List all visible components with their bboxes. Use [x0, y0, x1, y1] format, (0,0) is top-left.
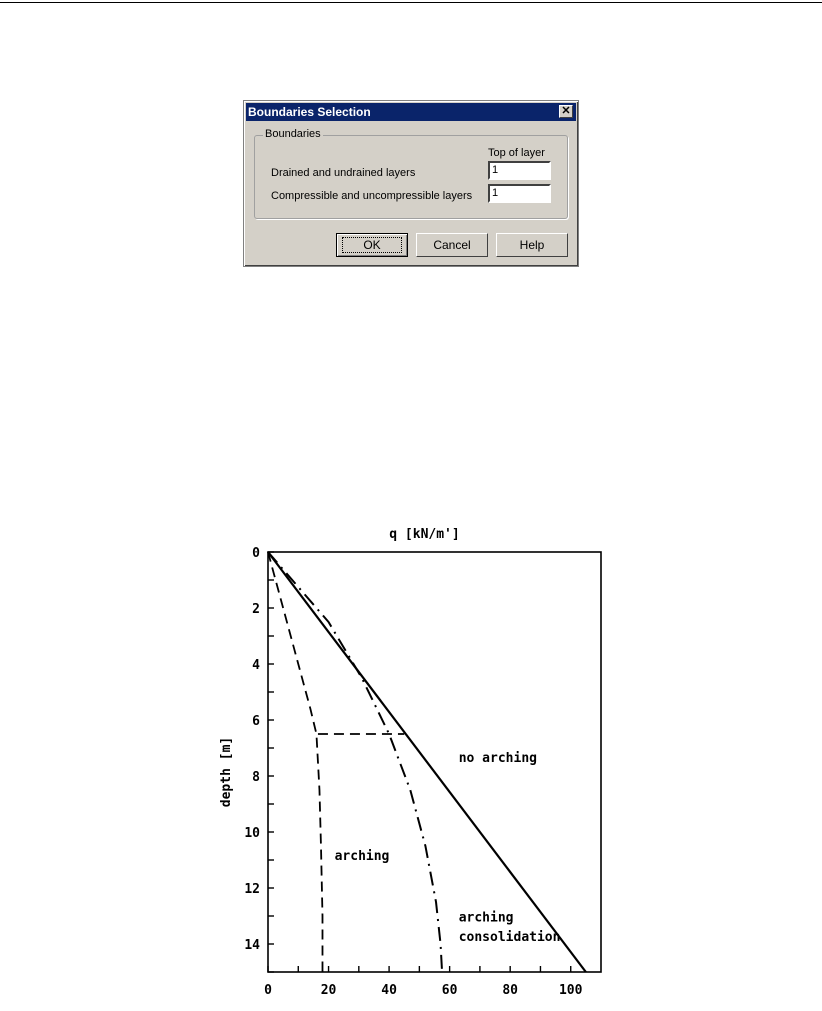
cancel-button[interactable]: Cancel — [416, 233, 488, 257]
chart-title: q [kN/m'] — [389, 527, 460, 542]
group-label: Boundaries — [265, 128, 321, 140]
drained-layers-input[interactable]: 1 — [488, 161, 551, 180]
boundaries-selection-dialog — [243, 100, 579, 267]
series-line-arching-consolidation — [268, 552, 442, 972]
x-tick-label: 20 — [320, 983, 337, 998]
boundaries-groupbox — [254, 128, 568, 219]
dialog-title: Boundaries Selection — [248, 105, 371, 119]
y-tick-label: 0 — [252, 546, 260, 561]
y-tick-label: 6 — [252, 714, 260, 729]
dialog-titlebar — [246, 103, 576, 121]
x-tick-label: 80 — [502, 983, 519, 998]
x-tick-label: 60 — [441, 983, 458, 998]
annotation-label: arching — [458, 910, 514, 926]
annotation-label: consolidation — [458, 930, 561, 946]
drained-layers-label: Drained and undrained layers — [271, 167, 416, 179]
column-header-top-of-layer: Top of layer — [488, 147, 545, 159]
x-tick-label: 100 — [558, 983, 583, 998]
annotation-label: no arching — [458, 751, 537, 766]
compressible-layers-input[interactable]: 1 — [488, 184, 551, 203]
ok-button-label: OK — [342, 237, 401, 253]
close-button[interactable] — [559, 105, 573, 118]
chart-svg — [210, 520, 630, 1010]
series-line-no-arching — [268, 552, 586, 972]
depth-load-chart — [210, 520, 630, 1010]
page-top-rule — [0, 2, 822, 3]
ok-button[interactable] — [336, 233, 408, 257]
y-tick-label: 2 — [252, 602, 260, 617]
y-tick-label: 10 — [244, 826, 260, 841]
y-axis-label: depth [m] — [219, 736, 234, 808]
y-tick-label: 14 — [244, 938, 260, 953]
close-icon: ✕ — [561, 105, 571, 117]
help-button[interactable]: Help — [496, 233, 568, 257]
x-tick-label: 0 — [264, 983, 272, 998]
compressible-layers-label: Compressible and uncompressible layers — [271, 190, 473, 202]
annotation-label: arching — [334, 849, 390, 864]
y-tick-label: 8 — [252, 770, 260, 785]
x-tick-label: 40 — [381, 983, 397, 998]
y-tick-label: 4 — [252, 658, 260, 673]
y-tick-label: 12 — [244, 882, 260, 897]
